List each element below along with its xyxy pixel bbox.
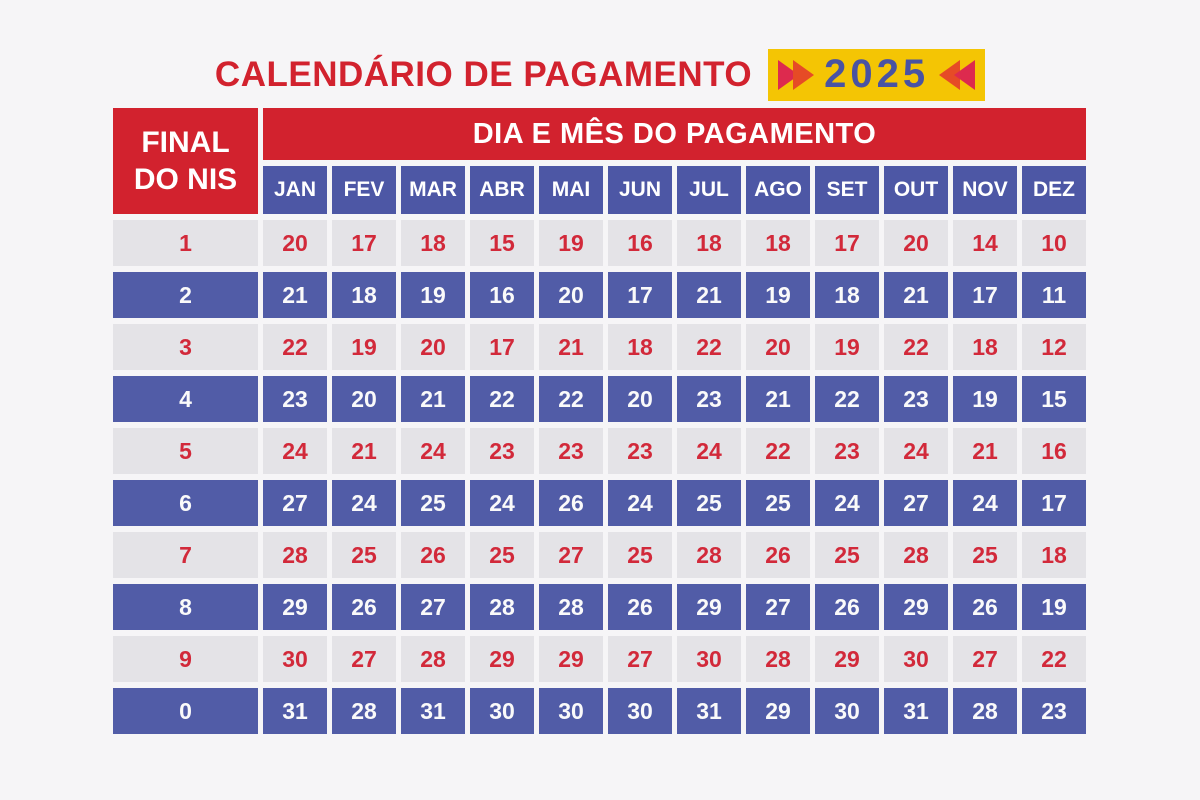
payment-day-nis8-nov: 26 [953,584,1017,630]
payment-day-nis0-ago: 29 [746,688,810,734]
payment-day-nis9-dez: 22 [1022,636,1086,682]
nis-digit-8: 8 [113,584,258,630]
payment-day-nis5-nov: 21 [953,428,1017,474]
payment-day-nis3-out: 22 [884,324,948,370]
payment-day-nis6-jul: 25 [677,480,741,526]
payment-day-nis8-jan: 29 [263,584,327,630]
payment-day-nis5-jan: 24 [263,428,327,474]
payment-day-nis2-ago: 19 [746,272,810,318]
payment-header-bar: DIA E MÊS DO PAGAMENTO [263,108,1086,160]
payment-day-nis9-fev: 27 [332,636,396,682]
payment-day-nis1-jan: 20 [263,220,327,266]
month-header-jul: JUL [677,166,741,214]
month-header-dez: DEZ [1022,166,1086,214]
month-header-out: OUT [884,166,948,214]
payment-day-nis9-jul: 30 [677,636,741,682]
nis-digit-5: 5 [113,428,258,474]
payment-day-nis9-nov: 27 [953,636,1017,682]
payment-day-nis5-jun: 23 [608,428,672,474]
payment-day-nis5-dez: 16 [1022,428,1086,474]
payment-day-nis6-out: 27 [884,480,948,526]
payment-day-nis9-set: 29 [815,636,879,682]
payment-day-nis6-set: 24 [815,480,879,526]
payment-day-nis7-jul: 28 [677,532,741,578]
payment-day-nis7-ago: 26 [746,532,810,578]
payment-day-nis4-mar: 21 [401,376,465,422]
payment-day-nis8-ago: 27 [746,584,810,630]
payment-day-nis5-jul: 24 [677,428,741,474]
payment-day-nis8-set: 26 [815,584,879,630]
payment-day-nis0-mai: 30 [539,688,603,734]
payment-day-nis3-jun: 18 [608,324,672,370]
payment-day-nis6-jun: 24 [608,480,672,526]
nis-digit-0: 0 [113,688,258,734]
month-header-fev: FEV [332,166,396,214]
payment-day-nis8-out: 29 [884,584,948,630]
payment-day-nis1-fev: 17 [332,220,396,266]
payment-day-nis5-mai: 23 [539,428,603,474]
payment-day-nis4-mai: 22 [539,376,603,422]
payment-day-nis1-abr: 15 [470,220,534,266]
payment-day-nis0-out: 31 [884,688,948,734]
page-title: CALENDÁRIO DE PAGAMENTO [214,55,753,94]
nis-digit-3: 3 [113,324,258,370]
payment-day-nis0-jun: 30 [608,688,672,734]
payment-day-nis0-set: 30 [815,688,879,734]
year-label: 2025 [824,52,930,96]
payment-day-nis6-mar: 25 [401,480,465,526]
payment-day-nis4-jul: 23 [677,376,741,422]
payment-day-nis4-nov: 19 [953,376,1017,422]
payment-day-nis7-abr: 25 [470,532,534,578]
payment-day-nis8-jun: 26 [608,584,672,630]
payment-day-nis9-mai: 29 [539,636,603,682]
payment-day-nis9-abr: 29 [470,636,534,682]
payment-day-nis7-out: 28 [884,532,948,578]
rewind-icon [939,60,975,90]
payment-day-nis0-mar: 31 [401,688,465,734]
payment-day-nis2-mai: 20 [539,272,603,318]
payment-day-nis6-mai: 26 [539,480,603,526]
payment-day-nis0-jan: 31 [263,688,327,734]
month-header-abr: ABR [470,166,534,214]
payment-day-nis4-set: 22 [815,376,879,422]
payment-table [113,108,1086,734]
nis-digit-6: 6 [113,480,258,526]
month-header-mar: MAR [401,166,465,214]
payment-day-nis6-dez: 17 [1022,480,1086,526]
payment-day-nis7-mai: 27 [539,532,603,578]
payment-day-nis1-jul: 18 [677,220,741,266]
month-header-jan: JAN [263,166,327,214]
month-header-ago: AGO [746,166,810,214]
payment-day-nis3-abr: 17 [470,324,534,370]
payment-day-nis2-abr: 16 [470,272,534,318]
nis-column-header [113,108,258,214]
year-badge [768,49,985,101]
payment-day-nis9-ago: 28 [746,636,810,682]
payment-day-nis7-dez: 18 [1022,532,1086,578]
payment-day-nis7-jan: 28 [263,532,327,578]
payment-day-nis1-set: 17 [815,220,879,266]
payment-day-nis1-nov: 14 [953,220,1017,266]
payment-day-nis4-dez: 15 [1022,376,1086,422]
payment-day-nis4-ago: 21 [746,376,810,422]
payment-day-nis9-out: 30 [884,636,948,682]
payment-day-nis8-abr: 28 [470,584,534,630]
payment-day-nis6-ago: 25 [746,480,810,526]
nis-digit-2: 2 [113,272,258,318]
payment-day-nis3-jan: 22 [263,324,327,370]
payment-day-nis5-abr: 23 [470,428,534,474]
payment-day-nis0-fev: 28 [332,688,396,734]
nis-digit-1: 1 [113,220,258,266]
payment-day-nis2-fev: 18 [332,272,396,318]
payment-day-nis4-fev: 20 [332,376,396,422]
payment-day-nis4-jan: 23 [263,376,327,422]
payment-day-nis2-dez: 11 [1022,272,1086,318]
payment-day-nis3-dez: 12 [1022,324,1086,370]
payment-day-nis5-fev: 21 [332,428,396,474]
payment-day-nis0-dez: 23 [1022,688,1086,734]
payment-day-nis2-nov: 17 [953,272,1017,318]
payment-day-nis0-abr: 30 [470,688,534,734]
payment-day-nis8-mar: 27 [401,584,465,630]
nis-digit-4: 4 [113,376,258,422]
title-row [0,48,1200,102]
payment-day-nis6-fev: 24 [332,480,396,526]
month-header-set: SET [815,166,879,214]
payment-day-nis2-mar: 19 [401,272,465,318]
nis-header-line2: DO NIS [133,163,238,196]
payment-day-nis6-nov: 24 [953,480,1017,526]
payment-day-nis2-jun: 17 [608,272,672,318]
payment-day-nis9-jan: 30 [263,636,327,682]
payment-day-nis2-jul: 21 [677,272,741,318]
payment-day-nis7-nov: 25 [953,532,1017,578]
month-header-jun: JUN [608,166,672,214]
payment-day-nis8-fev: 26 [332,584,396,630]
payment-day-nis3-mar: 20 [401,324,465,370]
payment-day-nis1-out: 20 [884,220,948,266]
payment-day-nis3-jul: 22 [677,324,741,370]
payment-day-nis2-out: 21 [884,272,948,318]
payment-day-nis5-mar: 24 [401,428,465,474]
payment-day-nis1-ago: 18 [746,220,810,266]
payment-day-nis0-nov: 28 [953,688,1017,734]
payment-day-nis4-jun: 20 [608,376,672,422]
payment-day-nis9-mar: 28 [401,636,465,682]
payment-day-nis1-mai: 19 [539,220,603,266]
payment-day-nis1-dez: 10 [1022,220,1086,266]
payment-day-nis9-jun: 27 [608,636,672,682]
nis-digit-9: 9 [113,636,258,682]
payment-day-nis7-fev: 25 [332,532,396,578]
payment-day-nis7-set: 25 [815,532,879,578]
payment-day-nis3-fev: 19 [332,324,396,370]
payment-day-nis8-mai: 28 [539,584,603,630]
payment-day-nis1-mar: 18 [401,220,465,266]
payment-day-nis2-jan: 21 [263,272,327,318]
month-header-nov: NOV [953,166,1017,214]
fast-forward-icon [778,60,814,90]
payment-day-nis5-set: 23 [815,428,879,474]
payment-day-nis1-jun: 16 [608,220,672,266]
payment-day-nis3-nov: 18 [953,324,1017,370]
payment-day-nis3-mai: 21 [539,324,603,370]
payment-day-nis4-out: 23 [884,376,948,422]
payment-day-nis4-abr: 22 [470,376,534,422]
payment-day-nis8-dez: 19 [1022,584,1086,630]
payment-day-nis3-set: 19 [815,324,879,370]
nis-digit-7: 7 [113,532,258,578]
nis-header-line1: FINAL [141,125,230,159]
payment-day-nis6-abr: 24 [470,480,534,526]
payment-day-nis2-set: 18 [815,272,879,318]
payment-day-nis0-jul: 31 [677,688,741,734]
month-header-mai: MAI [539,166,603,214]
payment-day-nis5-ago: 22 [746,428,810,474]
payment-day-nis3-ago: 20 [746,324,810,370]
payment-day-nis7-mar: 26 [401,532,465,578]
payment-day-nis6-jan: 27 [263,480,327,526]
payment-day-nis7-jun: 25 [608,532,672,578]
payment-day-nis8-jul: 29 [677,584,741,630]
payment-day-nis5-out: 24 [884,428,948,474]
